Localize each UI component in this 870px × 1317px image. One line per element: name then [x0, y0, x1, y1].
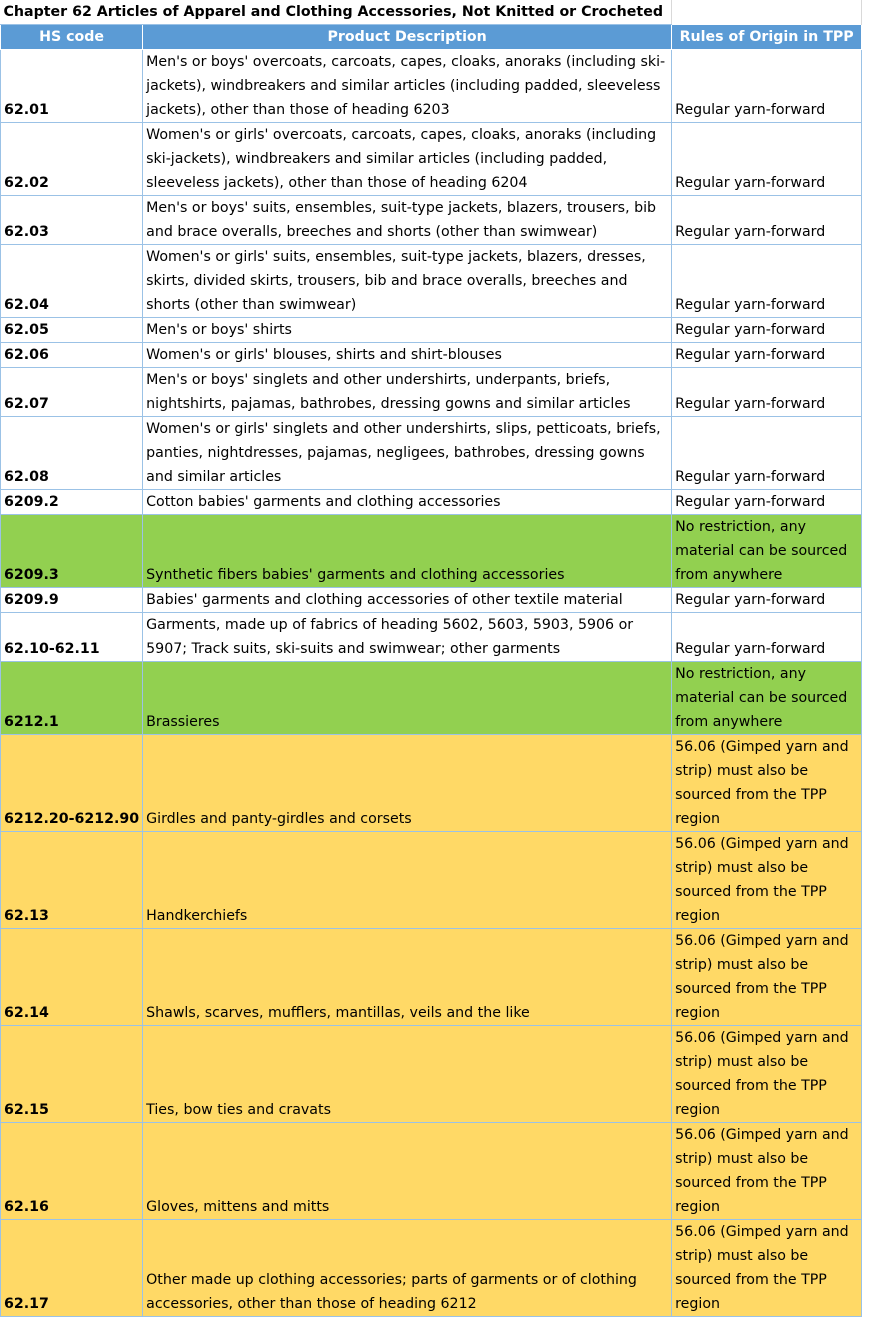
- sheet-title[interactable]: Chapter 62 Articles of Apparel and Clothing Accessories, Not Knitted or Crocheted: [1, 0, 672, 25]
- rule-of-origin-cell[interactable]: [672, 490, 862, 515]
- rule-line: region: [675, 1199, 721, 1215]
- rule-line: Regular yarn-forward: [675, 592, 826, 608]
- rule-of-origin-cell[interactable]: [672, 245, 862, 318]
- table-row: [1, 613, 862, 662]
- rule-line: 56.06 (Gimped yarn and: [675, 1127, 849, 1143]
- description-line: Garments, made up of fabrics of heading 5602, 5603, 5903, 5906 or: [146, 617, 634, 633]
- rule-line: 56.06 (Gimped yarn and: [675, 1224, 849, 1240]
- rule-line: 56.06 (Gimped yarn and: [675, 1030, 849, 1046]
- description-line: Men's or boys' singlets and other undershirts, underpants, briefs,: [146, 372, 611, 388]
- description-line: Men's or boys' shirts: [146, 322, 292, 338]
- rule-line: strip) must also be: [675, 1248, 809, 1264]
- hs-code-cell[interactable]: 6212.20-6212.90: [1, 735, 143, 832]
- product-description-cell[interactable]: [143, 613, 672, 662]
- hs-code-cell[interactable]: 62.13: [1, 832, 143, 929]
- rule-line: region: [675, 1005, 721, 1021]
- rule-line: strip) must also be: [675, 1151, 809, 1167]
- description-line: Men's or boys' overcoats, carcoats, capes, cloaks, anoraks (including ski-: [146, 54, 666, 70]
- hs-code-cell[interactable]: 62.15: [1, 1026, 143, 1123]
- table-row: [1, 832, 862, 929]
- description-line: sleeveless jackets), other than those of heading 6204: [146, 175, 528, 191]
- description-line: skirts, divided skirts, trousers, bib and brace overalls, breeches and: [146, 273, 628, 289]
- table-row: [1, 1026, 862, 1123]
- rule-line: No restriction, any: [675, 519, 807, 535]
- rule-line: sourced from the TPP: [675, 787, 827, 803]
- description-line: Shawls, scarves, mufflers, mantillas, veils and the like: [146, 1005, 530, 1021]
- table-row: [1, 123, 862, 196]
- table-row: [1, 929, 862, 1026]
- table-row: [1, 515, 862, 588]
- rule-line: Regular yarn-forward: [675, 469, 826, 485]
- rule-line: Regular yarn-forward: [675, 347, 826, 363]
- table-row: [1, 1123, 862, 1220]
- rule-of-origin-cell[interactable]: [672, 368, 862, 417]
- hs-code-cell[interactable]: 6209.3: [1, 515, 143, 588]
- rule-line: Regular yarn-forward: [675, 297, 826, 313]
- hs-code-cell[interactable]: 62.05: [1, 318, 143, 343]
- rule-of-origin-cell[interactable]: [672, 735, 862, 832]
- product-description-cell[interactable]: [143, 50, 672, 123]
- hs-code-cell[interactable]: 62.01: [1, 50, 143, 123]
- hs-code-cell[interactable]: 62.07: [1, 368, 143, 417]
- product-description-cell[interactable]: [143, 1123, 672, 1220]
- table-row: [1, 318, 862, 343]
- product-description-cell[interactable]: [143, 343, 672, 368]
- column-header-hs-code[interactable]: HS code: [1, 25, 143, 50]
- description-line: Ties, bow ties and cravats: [146, 1102, 331, 1118]
- table-row: [1, 662, 862, 735]
- description-line: Gloves, mittens and mitts: [146, 1199, 330, 1215]
- rule-line: material can be sourced: [675, 690, 848, 706]
- empty-cell[interactable]: [672, 0, 862, 25]
- rule-line: 56.06 (Gimped yarn and: [675, 739, 849, 755]
- table-row: [1, 735, 862, 832]
- description-line: Other made up clothing accessories; parts of garments or of clothing: [146, 1272, 637, 1288]
- hs-code-cell[interactable]: 62.17: [1, 1220, 143, 1317]
- rule-of-origin-cell[interactable]: [672, 50, 862, 123]
- rule-line: 56.06 (Gimped yarn and: [675, 933, 849, 949]
- table-row: [1, 196, 862, 245]
- table-row: [1, 417, 862, 490]
- rule-line: No restriction, any: [675, 666, 807, 682]
- product-description-cell[interactable]: [143, 417, 672, 490]
- table-body: [1, 50, 862, 1317]
- hs-code-cell[interactable]: 62.06: [1, 343, 143, 368]
- hs-code-cell[interactable]: 6209.2: [1, 490, 143, 515]
- rule-line: strip) must also be: [675, 957, 809, 973]
- hs-code-cell[interactable]: 6209.9: [1, 588, 143, 613]
- description-line: Synthetic fibers babies' garments and clothing accessories: [146, 567, 565, 583]
- table-row: [1, 343, 862, 368]
- description-line: shorts (other than swimwear): [146, 297, 357, 313]
- hs-code-cell[interactable]: 6212.1: [1, 662, 143, 735]
- description-line: Brassieres: [146, 714, 220, 730]
- description-line: Women's or girls' blouses, shirts and shirt-blouses: [146, 347, 502, 363]
- description-line: jackets), other than those of heading 6203: [146, 102, 450, 118]
- rule-line: Regular yarn-forward: [675, 224, 826, 240]
- hs-code-cell[interactable]: 62.10-62.11: [1, 613, 143, 662]
- description-line: jackets), windbreakers and similar articles (including padded, sleeveless: [146, 78, 661, 94]
- rule-line: 56.06 (Gimped yarn and: [675, 836, 849, 852]
- rule-line: from anywhere: [675, 714, 783, 730]
- description-line: and brace overalls, breeches and shorts (other than swimwear): [146, 224, 598, 240]
- table-row: [1, 50, 862, 123]
- description-line: Women's or girls' singlets and other undershirts, slips, petticoats, briefs,: [146, 421, 661, 437]
- column-header-product-description[interactable]: Product Description: [143, 25, 672, 50]
- rule-of-origin-cell[interactable]: [672, 613, 862, 662]
- rule-line: region: [675, 1102, 721, 1118]
- description-line: Babies' garments and clothing accessories of other textile material: [146, 592, 623, 608]
- rule-line: Regular yarn-forward: [675, 494, 826, 510]
- product-description-cell[interactable]: [143, 1220, 672, 1317]
- rule-line: Regular yarn-forward: [675, 641, 826, 657]
- rule-line: from anywhere: [675, 567, 783, 583]
- description-line: Girdles and panty-girdles and corsets: [146, 811, 412, 827]
- hs-code-cell[interactable]: 62.03: [1, 196, 143, 245]
- description-line: and similar articles: [146, 469, 282, 485]
- description-line: panties, nightdresses, pajamas, negligees, bathrobes, dressing gowns: [146, 445, 645, 461]
- description-line: Handkerchiefs: [146, 908, 248, 924]
- table-row: [1, 1220, 862, 1317]
- hs-code-cell[interactable]: 62.04: [1, 245, 143, 318]
- description-line: Women's or girls' overcoats, carcoats, capes, cloaks, anoraks (including: [146, 127, 657, 143]
- description-line: nightshirts, pajamas, bathrobes, dressing gowns and similar articles: [146, 396, 631, 412]
- rule-of-origin-cell[interactable]: [672, 515, 862, 588]
- rule-of-origin-cell[interactable]: [672, 1220, 862, 1317]
- rule-line: strip) must also be: [675, 763, 809, 779]
- product-description-cell[interactable]: [143, 196, 672, 245]
- rule-line: region: [675, 1296, 721, 1312]
- product-description-cell[interactable]: [143, 832, 672, 929]
- product-description-cell[interactable]: [143, 318, 672, 343]
- product-description-cell[interactable]: [143, 662, 672, 735]
- rule-line: Regular yarn-forward: [675, 175, 826, 191]
- rule-line: strip) must also be: [675, 860, 809, 876]
- product-description-cell[interactable]: [143, 368, 672, 417]
- table-row: [1, 588, 862, 613]
- product-description-cell[interactable]: [143, 490, 672, 515]
- rule-line: sourced from the TPP: [675, 1078, 827, 1094]
- table-row: [1, 490, 862, 515]
- rule-line: Regular yarn-forward: [675, 102, 826, 118]
- rule-of-origin-cell[interactable]: [672, 196, 862, 245]
- rule-line: sourced from the TPP: [675, 1272, 827, 1288]
- rule-of-origin-cell[interactable]: [672, 1123, 862, 1220]
- hs-code-cell[interactable]: 62.14: [1, 929, 143, 1026]
- rule-line: Regular yarn-forward: [675, 396, 826, 412]
- description-line: 5907; Track suits, ski-suits and swimwear; other garments: [146, 641, 561, 657]
- rule-of-origin-cell[interactable]: [672, 343, 862, 368]
- table-row: [1, 245, 862, 318]
- rule-line: sourced from the TPP: [675, 981, 827, 997]
- rule-of-origin-cell[interactable]: [672, 588, 862, 613]
- rule-line: region: [675, 908, 721, 924]
- rule-line: strip) must also be: [675, 1054, 809, 1070]
- product-description-cell[interactable]: [143, 1026, 672, 1123]
- product-description-cell[interactable]: [143, 515, 672, 588]
- description-line: Cotton babies' garments and clothing accessories: [146, 494, 501, 510]
- rule-of-origin-cell[interactable]: [672, 318, 862, 343]
- rule-line: Regular yarn-forward: [675, 322, 826, 338]
- column-header-rules-of-origin[interactable]: Rules of Origin in TPP: [672, 25, 862, 50]
- rule-line: material can be sourced: [675, 543, 848, 559]
- rule-of-origin-cell[interactable]: [672, 417, 862, 490]
- rule-of-origin-cell[interactable]: [672, 832, 862, 929]
- product-description-cell[interactable]: [143, 929, 672, 1026]
- rule-line: sourced from the TPP: [675, 1175, 827, 1191]
- description-line: ski-jackets), windbreakers and similar articles (including padded,: [146, 151, 608, 167]
- description-line: Men's or boys' suits, ensembles, suit-type jackets, blazers, trousers, bib: [146, 200, 657, 216]
- description-line: accessories, other than those of heading 6212: [146, 1296, 477, 1312]
- rule-of-origin-cell[interactable]: [672, 123, 862, 196]
- table-row: [1, 368, 862, 417]
- product-description-cell[interactable]: [143, 588, 672, 613]
- hs-code-cell[interactable]: 62.08: [1, 417, 143, 490]
- product-description-cell[interactable]: [143, 735, 672, 832]
- rule-line: region: [675, 811, 721, 827]
- product-description-cell[interactable]: [143, 245, 672, 318]
- hs-code-cell[interactable]: 62.02: [1, 123, 143, 196]
- rule-of-origin-cell[interactable]: [672, 1026, 862, 1123]
- rule-of-origin-cell[interactable]: [672, 662, 862, 735]
- description-line: Women's or girls' suits, ensembles, suit-type jackets, blazers, dresses,: [146, 249, 646, 265]
- hs-code-cell[interactable]: 62.16: [1, 1123, 143, 1220]
- rule-of-origin-cell[interactable]: [672, 929, 862, 1026]
- product-description-cell[interactable]: [143, 123, 672, 196]
- rule-line: sourced from the TPP: [675, 884, 827, 900]
